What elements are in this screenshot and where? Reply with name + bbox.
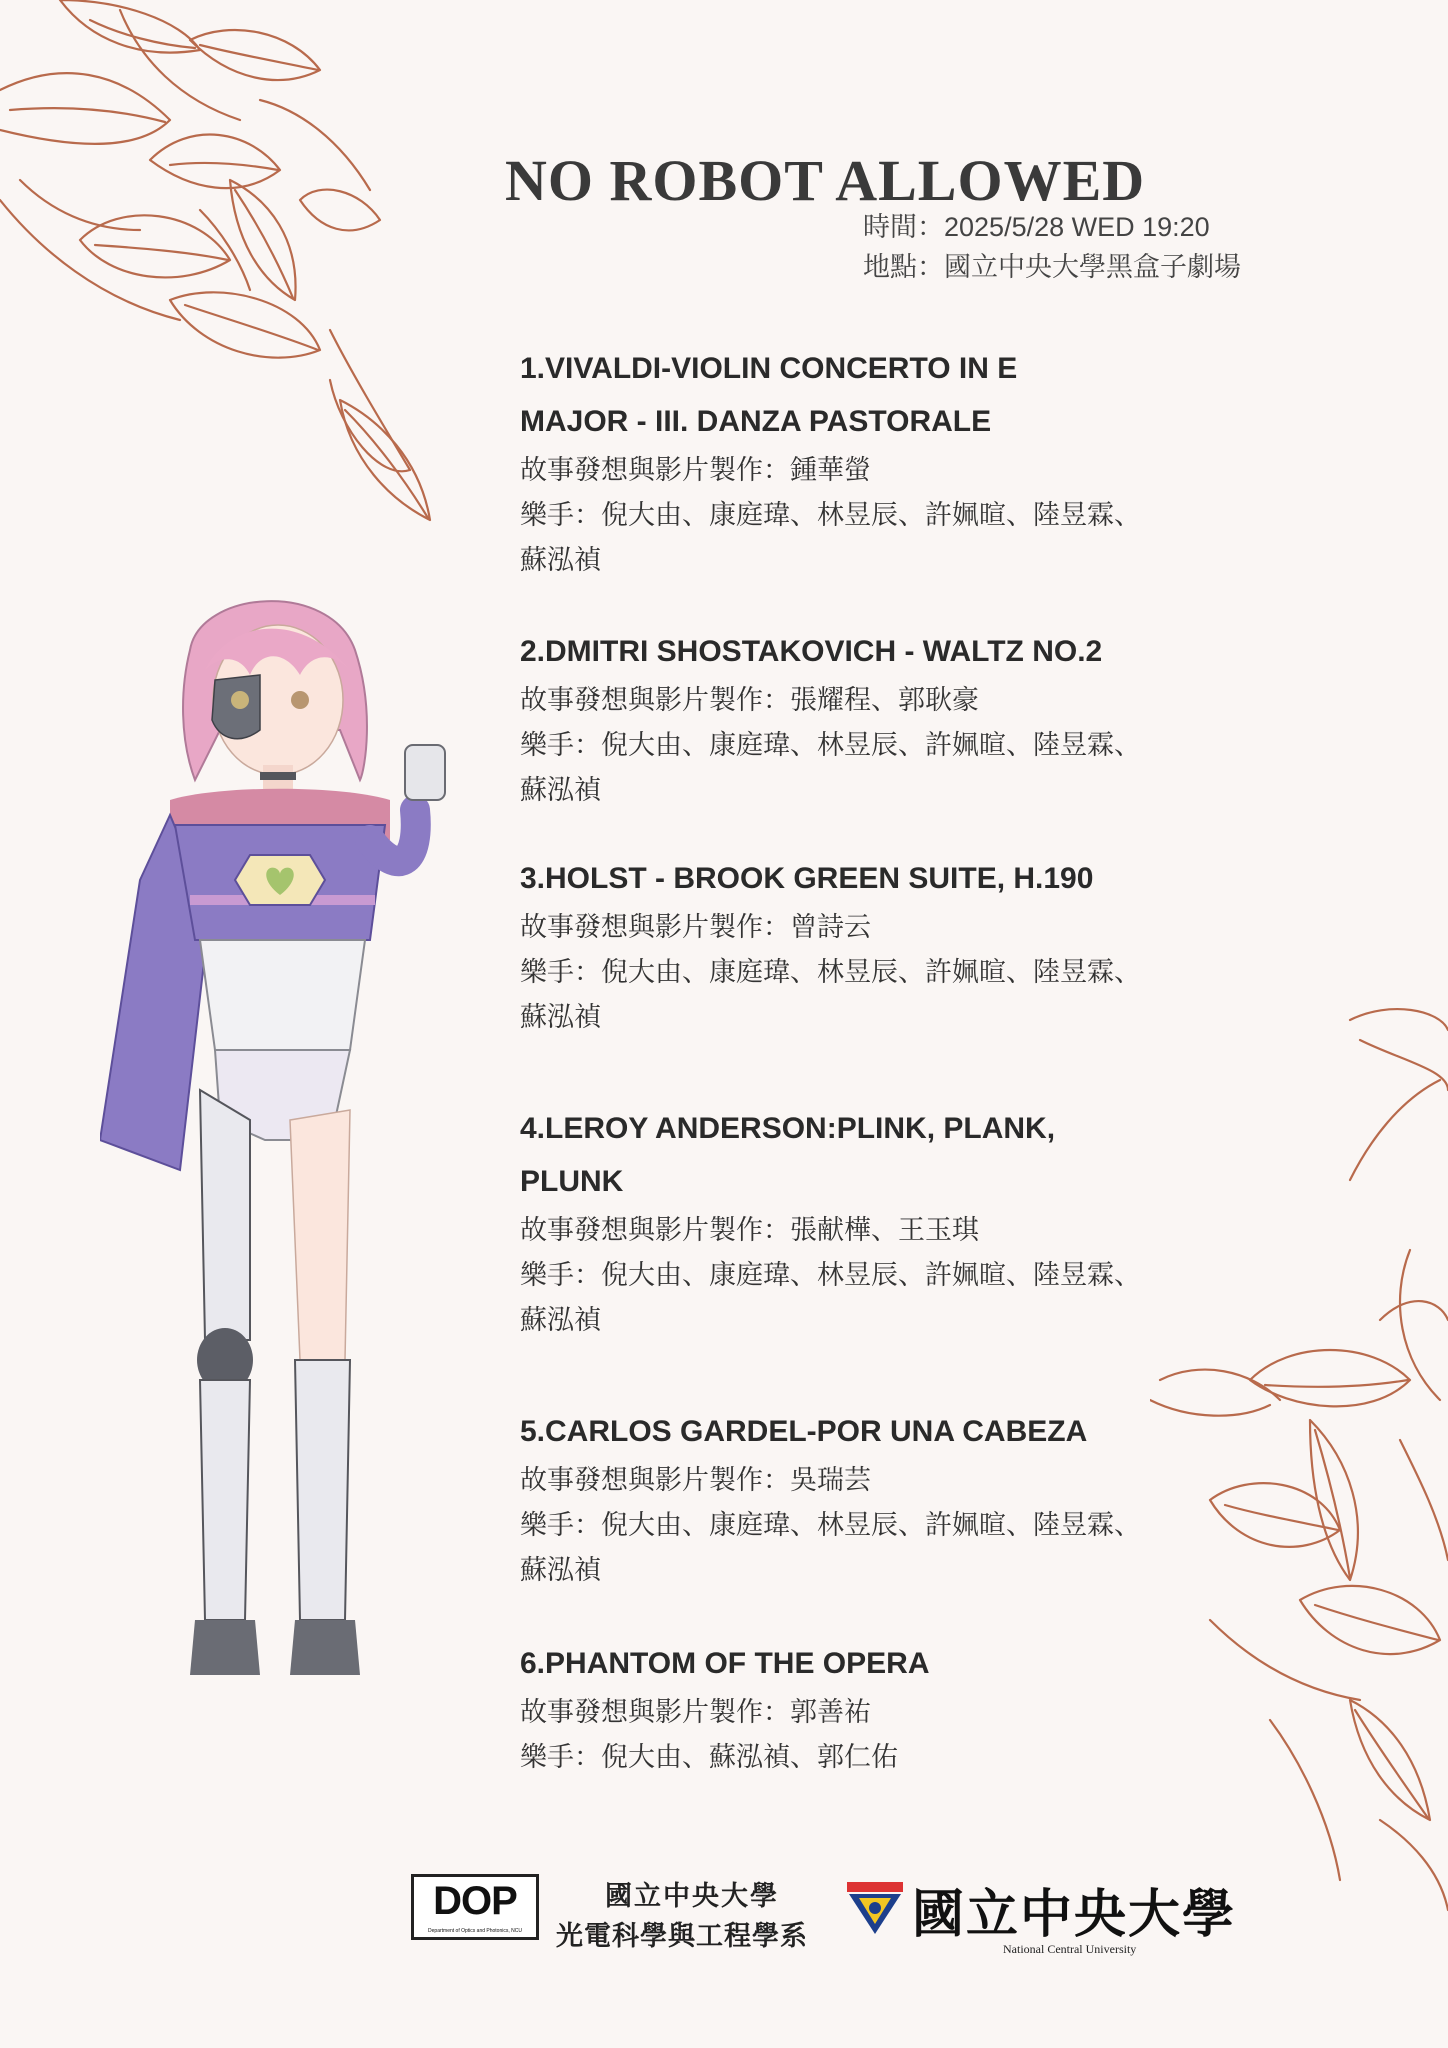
piece-title-continued: PLUNK bbox=[520, 1165, 624, 1198]
program-item bbox=[520, 1405, 1220, 1593]
story-credit: 故事發想與影片製作：鍾華螢 bbox=[520, 455, 871, 485]
event-time: 時間：2025/5/28 WED 19:20 bbox=[863, 212, 1210, 242]
piece-title: 3.HOLST - BROOK GREEN SUITE, H.190 bbox=[520, 862, 1094, 895]
piece-title: 1.VIVALDI-VIOLIN CONCERTO IN E bbox=[520, 352, 1018, 385]
musicians-credit-continued: 蘇泓禎 bbox=[520, 1305, 601, 1335]
musicians-credit-continued: 蘇泓禎 bbox=[520, 775, 601, 805]
program-item bbox=[520, 342, 1220, 583]
dop-logo bbox=[411, 1874, 539, 1940]
dop-logo-subtitle: Department of Optics and Photonics, NCU bbox=[414, 1927, 536, 1935]
floral-decoration-top-left bbox=[0, 0, 440, 560]
story-credit: 故事發想與影片製作：張耀程、郭耿豪 bbox=[520, 685, 979, 715]
piece-title: 2.DMITRI SHOSTAKOVICH - WALTZ NO.2 bbox=[520, 635, 1103, 668]
program-item bbox=[520, 1102, 1220, 1343]
dop-logo-letters: DOP bbox=[433, 1879, 517, 1923]
department-university: 國立中央大學 bbox=[605, 1881, 779, 1911]
ncu-emblem-icon bbox=[845, 1878, 905, 1938]
ncu-name: 國立中央大學 bbox=[912, 1884, 1237, 1945]
piece-title: 6.PHANTOM OF THE OPERA bbox=[520, 1647, 930, 1680]
story-credit: 故事發想與影片製作：張献樺、王玉琪 bbox=[520, 1215, 979, 1245]
musicians-credit: 樂手：倪大由、康庭瑋、林昱辰、許姵暄、陸昱霖、 bbox=[520, 957, 1141, 987]
department-name: 光電科學與工程學系 bbox=[556, 1921, 808, 1951]
footer bbox=[0, 1860, 1448, 1980]
piece-title: 5.CARLOS GARDEL-POR UNA CABEZA bbox=[520, 1415, 1088, 1448]
story-credit: 故事發想與影片製作：郭善祐 bbox=[520, 1697, 871, 1727]
program-item bbox=[520, 625, 1220, 813]
musicians-credit-continued: 蘇泓禎 bbox=[520, 1555, 601, 1585]
musicians-credit-continued: 蘇泓禎 bbox=[520, 545, 601, 575]
musicians-credit-continued: 蘇泓禎 bbox=[520, 1002, 601, 1032]
story-credit: 故事發想與影片製作：吳瑞芸 bbox=[520, 1465, 871, 1495]
musicians-credit: 樂手：倪大由、康庭瑋、林昱辰、許姵暄、陸昱霖、 bbox=[520, 1260, 1141, 1290]
event-venue: 地點：國立中央大學黑盒子劇場 bbox=[863, 252, 1241, 282]
program-item bbox=[520, 1637, 1220, 1780]
story-credit: 故事發想與影片製作：曾詩云 bbox=[520, 912, 871, 942]
page-title: NO ROBOT ALLOWED bbox=[505, 147, 1146, 213]
musicians-credit: 樂手：倪大由、康庭瑋、林昱辰、許姵暄、陸昱霖、 bbox=[520, 730, 1141, 760]
piece-title: 4.LEROY ANDERSON:PLINK, PLANK, bbox=[520, 1112, 1056, 1145]
musicians-credit: 樂手：倪大由、康庭瑋、林昱辰、許姵暄、陸昱霖、 bbox=[520, 1510, 1141, 1540]
musicians-credit: 樂手：倪大由、蘇泓禎、郭仁佑 bbox=[520, 1742, 898, 1772]
robot-girl-illustration bbox=[100, 580, 480, 1680]
program-item bbox=[520, 852, 1220, 1040]
musicians-credit: 樂手：倪大由、康庭瑋、林昱辰、許姵暄、陸昱霖、 bbox=[520, 500, 1141, 530]
piece-title-continued: MAJOR - III. DANZA PASTORALE bbox=[520, 405, 992, 438]
ncu-english-name: National Central University bbox=[1003, 1942, 1137, 1956]
